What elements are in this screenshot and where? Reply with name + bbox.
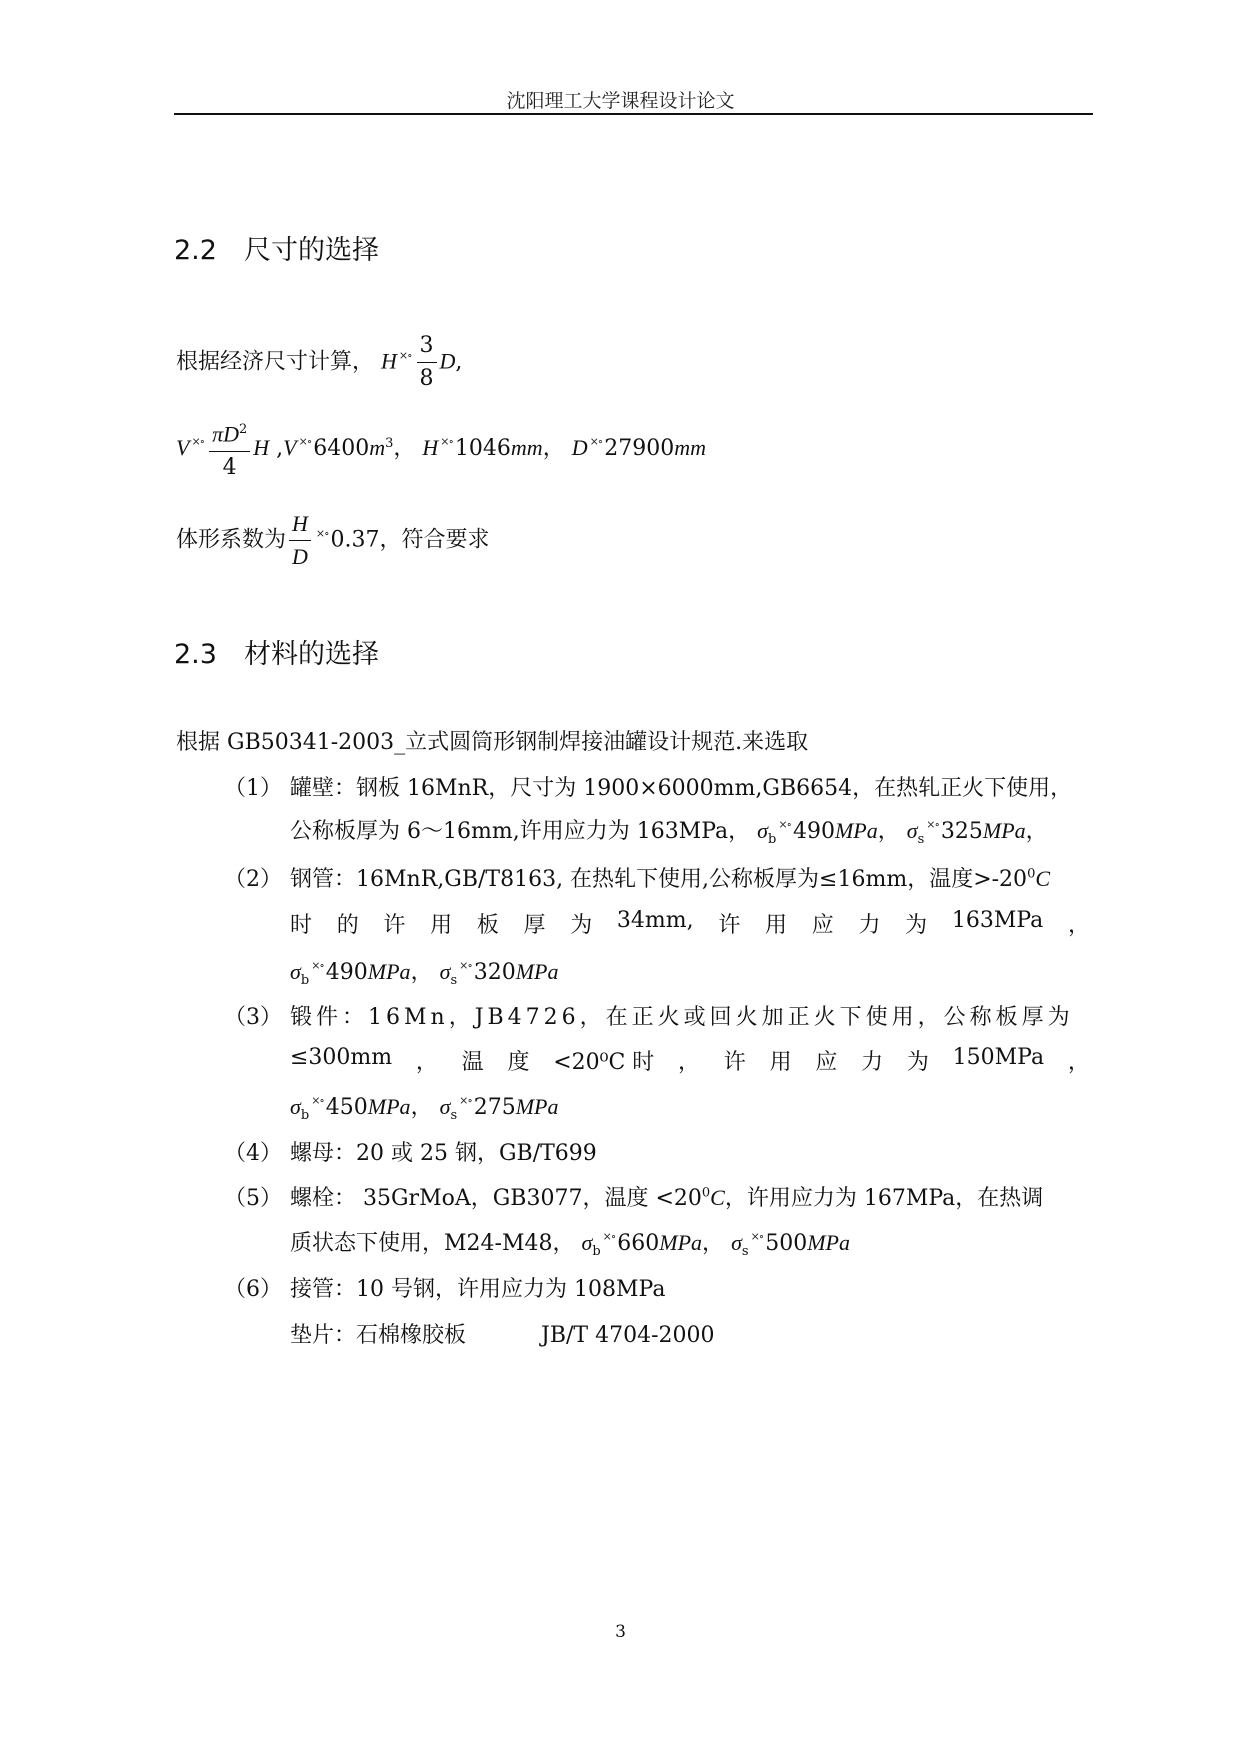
item-number: （3）	[224, 1005, 282, 1030]
item-2-line-2	[290, 908, 1090, 939]
punct: ，	[877, 819, 900, 844]
punct: ，	[410, 960, 433, 985]
var-D: D	[571, 435, 588, 461]
value-height: 1046	[454, 436, 511, 462]
unit: MPa	[367, 959, 411, 984]
unit: MPa	[659, 1230, 703, 1255]
unit: MPa	[982, 818, 1026, 843]
item-3-line-2	[290, 1045, 1090, 1076]
item-1-line-2	[290, 814, 1090, 847]
numerator-text: πD	[212, 421, 239, 447]
word: 为	[906, 1050, 929, 1075]
sigma-symbol: σ	[906, 818, 918, 843]
unit: m	[369, 435, 386, 461]
sigma-symbol: σ	[290, 1094, 301, 1119]
item-1-line-1: 罐壁：钢板 16MnR，尺寸为 1900×6000mm,GB6654，在热轧正火下使用，	[290, 776, 1073, 801]
denominator: 8	[419, 366, 434, 391]
word: 度	[507, 1050, 530, 1075]
var-D: D	[439, 348, 456, 374]
value-volume: 6400	[313, 436, 370, 462]
item-2-line-1	[290, 862, 1090, 893]
subscript-s: s	[917, 832, 925, 847]
numerator	[209, 416, 250, 452]
section-2-3-heading	[174, 632, 379, 671]
unit: MPa	[515, 1094, 559, 1119]
text: 螺栓： 35GrMoA，GB3077，温度 <20	[290, 1186, 702, 1211]
item-6-line-1: 接管：10 号钢，许用应力为 108MPa	[290, 1277, 666, 1302]
item-number: （6）	[224, 1277, 282, 1302]
word: 用	[765, 913, 788, 938]
page-header: 沈阳理工大学课程设计论文	[506, 90, 735, 112]
formula-line-2	[176, 416, 706, 482]
approx-symbol: ×∘	[311, 1094, 324, 1107]
word: ，	[678, 1050, 701, 1075]
word: 用	[430, 913, 453, 938]
word: 许	[723, 1050, 746, 1075]
subscript-b: b	[300, 973, 310, 988]
word: ，	[1067, 1050, 1090, 1075]
denominator: D	[292, 544, 308, 569]
word: <20⁰C 时	[553, 1050, 655, 1075]
numerator: 3	[417, 332, 437, 363]
header-rule	[174, 113, 1093, 115]
approx-symbol: ×∘	[398, 348, 412, 362]
degree: 0	[701, 1185, 711, 1201]
gasket-standard: JB/T 4704-2000	[541, 1323, 715, 1348]
text: 公称板厚为 6～16mm,许用应力为 163MPa，	[290, 819, 751, 844]
fraction-H-D	[289, 510, 311, 571]
sigma-symbol: σ	[757, 818, 769, 843]
subscript-s: s	[741, 1244, 749, 1259]
denominator: 4	[222, 455, 237, 481]
unit-celsius: C	[710, 1185, 725, 1210]
unit: MPa	[515, 959, 559, 984]
item-6-line-2	[290, 1318, 1090, 1349]
subscript-b: b	[592, 1244, 601, 1259]
approx-symbol: ×∘	[440, 435, 453, 449]
punct: ,	[455, 349, 463, 375]
section-number: 2.2	[174, 235, 217, 266]
word: 许	[383, 913, 406, 938]
word: 为	[905, 913, 928, 938]
word: 为	[570, 913, 593, 938]
subscript-b: b	[300, 1108, 310, 1123]
punct: ，	[542, 436, 565, 462]
approx-symbol: ×∘	[602, 1230, 616, 1243]
text: ，符合要求	[379, 527, 490, 553]
value-sigma-s: 325	[940, 819, 983, 844]
word: ≤300mm	[290, 1045, 393, 1070]
text: 根据经济尺寸计算，	[176, 349, 375, 375]
unit: MPa	[367, 1094, 411, 1119]
section-title: 材料的选择	[244, 639, 379, 670]
word: 温	[461, 1050, 484, 1075]
page-number: 3	[615, 1622, 626, 1642]
var-H: H	[381, 348, 397, 374]
word: 厚	[523, 913, 546, 938]
punct: ，	[1025, 819, 1048, 844]
exponent: 3	[385, 435, 394, 451]
unit: MPa	[834, 818, 878, 843]
section-2-2-heading	[174, 228, 379, 267]
item-5-line-2	[290, 1226, 1090, 1259]
value-sigma-s: 500	[765, 1231, 808, 1256]
unit-celsius: C	[1035, 866, 1051, 891]
var-H: H	[253, 435, 270, 461]
punct: ,	[269, 436, 284, 462]
sigma-symbol: σ	[439, 1094, 451, 1119]
approx-symbol: ×∘	[459, 959, 472, 972]
value-sigma-s: 320	[473, 960, 516, 985]
word: ，	[415, 1050, 438, 1075]
fraction-3-8	[417, 332, 437, 393]
formula-line-1	[176, 332, 462, 393]
unit: MPa	[807, 1230, 850, 1255]
value-sigma-b: 450	[325, 1095, 368, 1120]
sigma-symbol: σ	[731, 1230, 742, 1255]
approx-symbol: ×∘	[778, 818, 791, 831]
punct: ，	[702, 1231, 725, 1256]
item-number: （2）	[224, 867, 282, 892]
var-H: H	[422, 435, 439, 461]
approx-symbol: ×∘	[750, 1230, 764, 1243]
item-4-line-1: 螺母：20 或 25 钢，GB/T699	[290, 1141, 597, 1166]
exponent: 2	[238, 422, 248, 437]
item-3-line-3	[290, 1090, 1090, 1123]
item-2-line-3	[290, 955, 1090, 988]
value-shape-factor: 0.37	[330, 527, 380, 553]
unit: mm	[510, 435, 543, 461]
word: 用	[769, 1050, 792, 1075]
value-sigma-b: 490	[792, 819, 835, 844]
approx-symbol: ×∘	[459, 1094, 472, 1107]
subscript-s: s	[450, 973, 458, 988]
value-sigma-b: 660	[617, 1231, 660, 1256]
word: 许	[718, 913, 741, 938]
value-sigma-s: 275	[473, 1095, 516, 1120]
approx-symbol: ×∘	[315, 526, 329, 540]
subscript-s: s	[450, 1108, 458, 1123]
word: 163MPa	[951, 908, 1044, 933]
gasket-label: 垫片：石棉橡胶板	[290, 1323, 467, 1348]
word: ，	[1067, 913, 1090, 938]
text: 钢管：16MnR,GB/T8163, 在热轧下使用,公称板厚为≤16mm，温度>-20	[290, 867, 1028, 892]
word: 时	[290, 913, 313, 938]
word: 力	[858, 913, 881, 938]
item-3-line-1: 锻件：16Mn，JB4726，在正火或回火加正火下使用，公称板厚为	[290, 1005, 1074, 1030]
subscript-b: b	[768, 832, 777, 847]
word: 应	[811, 913, 834, 938]
word: 应	[815, 1050, 838, 1075]
sigma-symbol: σ	[581, 1230, 593, 1255]
approx-symbol: ×∘	[298, 435, 312, 449]
word: 的	[336, 913, 359, 938]
text: 质状态下使用，M24-M48，	[290, 1231, 575, 1256]
word: 34mm,	[616, 908, 694, 933]
item-number: （1）	[224, 776, 282, 801]
unit: mm	[674, 435, 706, 461]
item-5-line-1	[290, 1181, 1090, 1212]
approx-symbol: ×∘	[191, 435, 205, 449]
section-number: 2.3	[174, 639, 217, 670]
sigma-symbol: σ	[439, 959, 451, 984]
word: 150MPa	[952, 1045, 1045, 1070]
word: 力	[861, 1050, 884, 1075]
approx-symbol: ×∘	[589, 435, 603, 449]
materials-intro: 根据 GB50341-2003_立式圆筒形钢制焊接油罐设计规范.来选取	[176, 730, 809, 755]
punct: ，	[393, 436, 416, 462]
numerator: H	[289, 510, 311, 541]
section-title: 尺寸的选择	[244, 235, 379, 266]
var-V: V	[176, 435, 190, 461]
item-number: （4）	[224, 1141, 282, 1166]
var-V: V	[283, 435, 297, 461]
value-diameter: 27900	[604, 436, 675, 462]
sigma-symbol: σ	[290, 959, 301, 984]
fraction-piD2-4	[209, 416, 250, 482]
punct: ，	[410, 1095, 433, 1120]
formula-line-3	[176, 510, 490, 571]
degree: 0	[1027, 866, 1036, 882]
value-sigma-b: 490	[325, 960, 368, 985]
text: ，许用应力为 167MPa，在热调	[724, 1186, 1044, 1211]
approx-symbol: ×∘	[311, 959, 324, 972]
word: 板	[476, 913, 499, 938]
text: 体形系数为	[176, 527, 287, 553]
approx-symbol: ×∘	[926, 818, 939, 831]
item-number: （5）	[224, 1186, 282, 1211]
